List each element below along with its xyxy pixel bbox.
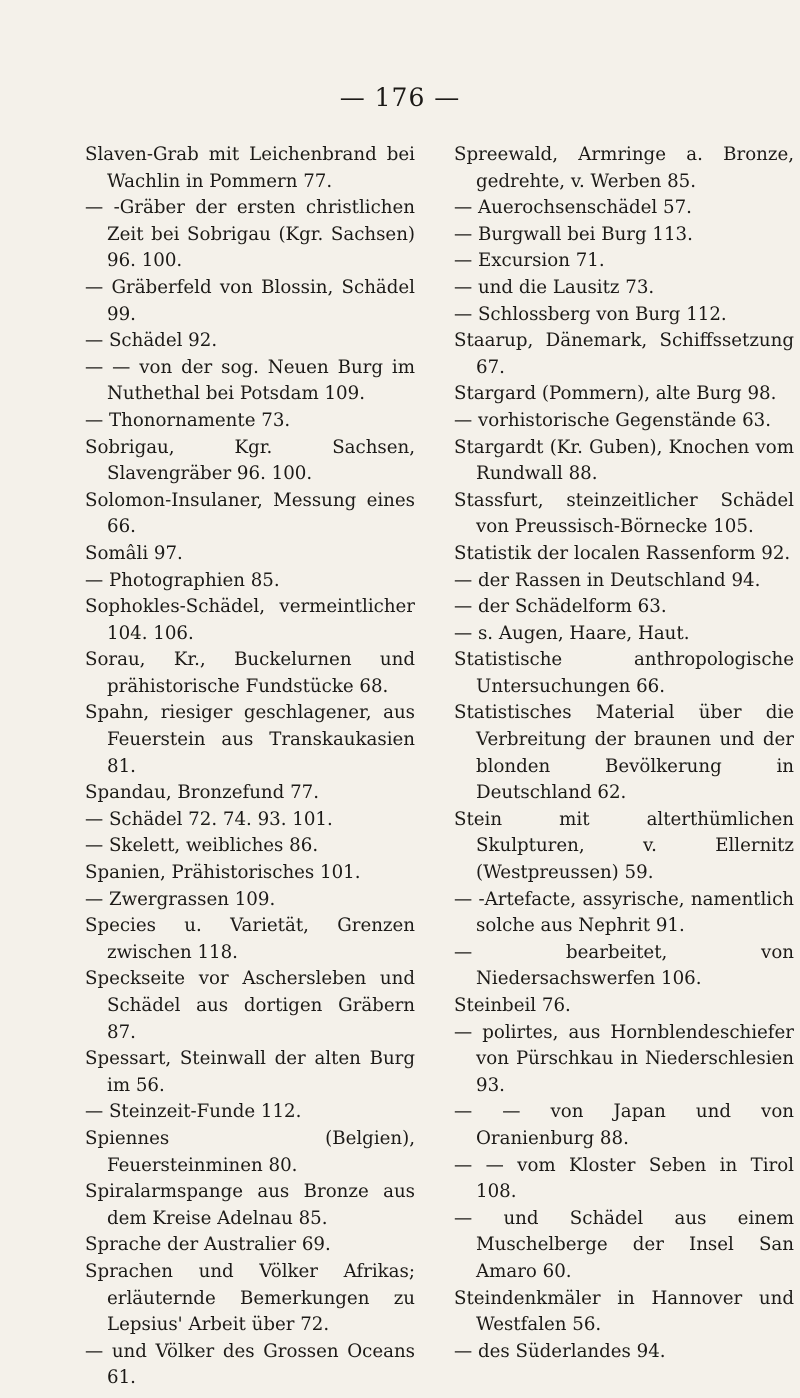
index-entry: Sophokles-Schädel, vermeintlicher 104. 106. bbox=[85, 596, 415, 644]
index-entry: Stargardt (Kr. Guben), Knochen vom Rundwall 88. bbox=[454, 436, 794, 485]
index-entry: Spessart, Steinwall der alten Burg im 56. bbox=[85, 1048, 415, 1096]
index-entry: — polirtes, aus Hornblendeschiefer von Pürschkau in Niederschlesien 93. bbox=[454, 1021, 794, 1096]
index-entry: — Thonornamente 73. bbox=[85, 409, 291, 431]
index-entry: Sorau, Kr., Buckelurnen und prähistorische Fundstücke 68. bbox=[85, 649, 415, 697]
index-entry: Steinbeil 76. bbox=[454, 995, 571, 1016]
index-entry: Steindenkmäler in Hannover und Westfalen 56. bbox=[454, 1287, 794, 1336]
index-entry: Stargard (Pommern), alte Burg 98. bbox=[454, 383, 777, 405]
page-number: — 176 — bbox=[339, 83, 461, 112]
index-entry: — Gräberfeld von Blossin, Schädel 99. bbox=[85, 276, 415, 325]
index-entry: — Steinzeit-Funde 112. bbox=[85, 1101, 302, 1123]
index-entry: Statistisches Material über die Verbreitung der braunen und der blonden Bevölkerung in Deutschland 62. bbox=[454, 702, 794, 804]
index-entry: — Burgwall bei Burg 113. bbox=[454, 223, 693, 245]
index-entry: — — von der sog. Neuen Burg im Nuthethal bei Potsdam 109. bbox=[85, 356, 415, 405]
index-entry: Somâli 97. bbox=[85, 542, 183, 564]
index-entry: — -Artefacte, assyrische, namentlich solche aus Nephrit 91. bbox=[454, 888, 794, 937]
index-entry: — Excursion 71. bbox=[454, 250, 605, 272]
index-entry: Statistische anthropologische Untersuchungen 66. bbox=[454, 649, 794, 697]
index-entry: — der Rassen in Deutschland 94. bbox=[454, 569, 761, 591]
index-entry: — Photographien 85. bbox=[85, 569, 280, 591]
index-entry: — vorhistorische Gegenstände 63. bbox=[454, 409, 772, 431]
index-entry: — — vom Kloster Seben in Tirol 108. bbox=[454, 1154, 794, 1203]
index-entry: — Skelett, weibliches 86. bbox=[85, 835, 319, 857]
index-entry: Slaven-Grab mit Leichenbrand bei Wachlin in Pommern 77. bbox=[85, 144, 415, 192]
index-entry: Speckseite vor Aschersleben und Schädel aus dortigen Gräbern 87. bbox=[85, 968, 415, 1043]
index-entry: Spreewald, Armringe a. Bronze, gedrehte, v. Werben 85. bbox=[454, 144, 794, 192]
index-entry: — Schädel 72. 74. 93. 101. bbox=[85, 808, 333, 830]
index-entry: — Schlossberg von Burg 112. bbox=[454, 303, 727, 325]
index-entry: Spanien, Prähistorisches 101. bbox=[85, 862, 361, 884]
index-entry: — — von Japan und von Oranienburg 88. bbox=[454, 1101, 794, 1149]
index-entry: Spiennes (Belgien), Feuersteinminen 80. bbox=[85, 1127, 415, 1176]
index-column-left bbox=[85, 142, 415, 1392]
index-entry: — des Süderlandes 94. bbox=[454, 1340, 666, 1362]
index-entry: — -Gräber der ersten christlichen Zeit bei Sobrigau (Kgr. Sachsen) 96. 100. bbox=[85, 197, 415, 272]
index-entry: Spiralarmspange aus Bronze aus dem Kreise Adelnau 85. bbox=[85, 1181, 415, 1229]
index-entry: Solomon-Insulaner, Messung eines 66. bbox=[85, 489, 415, 538]
index-entry: Sprache der Australier 69. bbox=[85, 1234, 331, 1256]
index-entry: — der Schädelform 63. bbox=[454, 596, 667, 618]
index-entry: Stassfurt, steinzeitlicher Schädel von Preussisch-Börnecke 105. bbox=[454, 489, 794, 538]
index-entry: Sprachen und Völker Afrikas; erläuternde Bemerkungen zu Lepsius' Arbeit über 72. bbox=[85, 1260, 415, 1336]
index-entry: — bearbeitet, von Niedersachswerfen 106. bbox=[454, 941, 794, 990]
index-entry: — und Schädel aus einem Muschelberge der Insel San Amaro 60. bbox=[454, 1207, 794, 1282]
index-entry: — Auerochsenschädel 57. bbox=[454, 197, 692, 219]
index-column-right bbox=[454, 142, 794, 1365]
index-entry: — Schädel 92. bbox=[85, 330, 218, 352]
index-entry: Spandau, Bronzefund 77. bbox=[85, 782, 319, 804]
index-entry: Sobrigau, Kgr. Sachsen, Slavengräber 96. 100. bbox=[85, 436, 415, 485]
index-entry: Staarup, Dänemark, Schiffssetzung 67. bbox=[454, 330, 794, 378]
index-entry: — Zwergrassen 109. bbox=[85, 888, 276, 910]
index-entry: — und die Lausitz 73. bbox=[454, 276, 655, 298]
index-entry: Species u. Varietät, Grenzen zwischen 118. bbox=[85, 915, 415, 963]
index-entry: Stein mit alterthümlichen Skulpturen, v. Ellernitz (Westpreussen) 59. bbox=[454, 808, 794, 884]
index-entry: Statistik der localen Rassenform 92. bbox=[454, 542, 791, 564]
index-entry: — s. Augen, Haare, Haut. bbox=[454, 622, 690, 644]
index-entry: — und Völker des Grossen Oceans 61. bbox=[85, 1340, 415, 1389]
index-entry: Spahn, riesiger geschlagener, aus Feuerstein aus Transkaukasien 81. bbox=[85, 702, 415, 777]
